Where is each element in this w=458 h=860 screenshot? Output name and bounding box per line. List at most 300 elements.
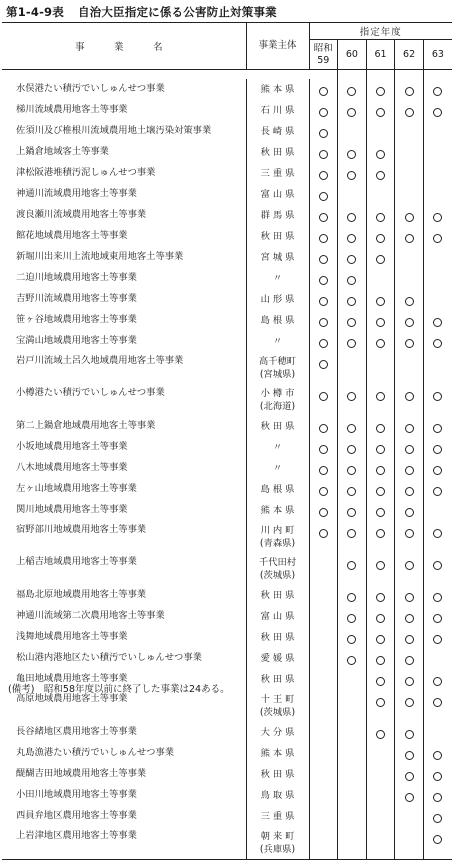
year-cell: [338, 785, 367, 806]
designated-circle-icon: [347, 150, 356, 159]
header-year-62: 62: [395, 40, 424, 70]
table-row: [2, 352, 452, 384]
table-row: [2, 289, 452, 310]
designated-circle-icon: [433, 213, 442, 222]
year-cell: [338, 743, 367, 764]
year-cell: [309, 553, 338, 585]
year-cell: [338, 121, 367, 142]
year-cell: [338, 142, 367, 163]
entity-prefecture: (青森県): [259, 538, 296, 549]
designated-circle-icon: [347, 445, 356, 454]
table-row: [2, 184, 452, 205]
project-entity: [246, 743, 309, 764]
year-cell: [366, 827, 395, 860]
project-entity: [246, 226, 309, 247]
designated-circle-icon: [433, 234, 442, 243]
year-cell: [395, 479, 424, 500]
project-name: 上鍋倉地域客土等事業: [2, 142, 246, 163]
year-cell: [395, 352, 424, 384]
designated-circle-icon: [405, 445, 414, 454]
entity-name: 千代田村: [258, 557, 297, 568]
entity-name: 三 重 県: [260, 168, 295, 179]
year-cell: [338, 500, 367, 521]
entity-name: 秋 田 県: [260, 769, 295, 780]
year-cell: [395, 416, 424, 437]
year-cell: [309, 79, 338, 100]
year-cell: [423, 331, 452, 352]
project-entity: [246, 142, 309, 163]
year-cell: [338, 521, 367, 553]
designated-circle-icon: [319, 129, 328, 138]
entity-name: 富 山 県: [260, 189, 295, 200]
year-cell: [395, 331, 424, 352]
year-cell: [309, 690, 338, 722]
designated-circle-icon: [319, 255, 328, 264]
table-row: [2, 121, 452, 142]
year-cell: [395, 184, 424, 205]
year-cell: [309, 764, 338, 785]
year-cell: [338, 669, 367, 690]
entity-name: 秋 田 県: [260, 632, 295, 643]
designated-circle-icon: [319, 150, 328, 159]
project-name: 長谷緒地区農用地客土等事業: [2, 722, 246, 743]
table-number: 第1-4-9表: [6, 5, 64, 19]
designated-circle-icon: [319, 445, 328, 454]
entity-name: 石 川 県: [260, 105, 295, 116]
table-row: [2, 100, 452, 121]
designated-circle-icon: [433, 87, 442, 96]
table-row: [2, 226, 452, 247]
year-cell: [395, 764, 424, 785]
designated-circle-icon: [376, 318, 385, 327]
table-row: [2, 79, 452, 100]
year-cell: [395, 163, 424, 184]
year-cell: [338, 722, 367, 743]
entity-name: 鳥 取 県: [260, 790, 295, 801]
designated-circle-icon: [405, 772, 414, 781]
designated-circle-icon: [405, 751, 414, 760]
designated-circle-icon: [319, 424, 328, 433]
entity-prefecture: (茨城県): [259, 570, 296, 581]
designated-circle-icon: [376, 87, 385, 96]
designated-circle-icon: [347, 392, 356, 401]
project-name: 新堀川出来川上流地域東用地客土等事業: [2, 247, 246, 268]
year-cell: [366, 268, 395, 289]
year-cell: [338, 310, 367, 331]
project-name: 小坂地域農用地客土等事業: [2, 437, 246, 458]
year-cell: [309, 585, 338, 606]
year-cell: [338, 384, 367, 416]
project-name: 神通川流域第二次農用地客土等事業: [2, 606, 246, 627]
entity-prefecture: (茨城県): [259, 707, 296, 718]
year-cell: [395, 310, 424, 331]
project-name: 福島北原地域農用地客土等事業: [2, 585, 246, 606]
designated-circle-icon: [405, 297, 414, 306]
designated-circle-icon: [376, 255, 385, 264]
project-name: 岩戸川流域土呂久地域農用地客土等事業: [2, 352, 246, 384]
project-entity: [246, 690, 309, 722]
year-cell: [395, 289, 424, 310]
designated-circle-icon: [347, 561, 356, 570]
designated-circle-icon: [319, 466, 328, 475]
year-cell: [366, 606, 395, 627]
designated-circle-icon: [319, 360, 328, 369]
designated-circle-icon: [433, 751, 442, 760]
table-row: [2, 500, 452, 521]
project-entity: [246, 627, 309, 648]
year-cell: [423, 79, 452, 100]
table-row: [2, 331, 452, 352]
designated-circle-icon: [405, 424, 414, 433]
year-cell: [366, 437, 395, 458]
project-table: [2, 22, 452, 860]
year-cell: [338, 627, 367, 648]
designated-circle-icon: [347, 276, 356, 285]
designated-circle-icon: [376, 508, 385, 517]
header-entity: 事業主体: [246, 23, 309, 70]
designated-circle-icon: [433, 614, 442, 623]
table-row: [2, 743, 452, 764]
year-cell: [366, 722, 395, 743]
designated-circle-icon: [405, 614, 414, 623]
entity-name: 〃: [272, 336, 283, 347]
designated-circle-icon: [319, 392, 328, 401]
year-cell: [395, 384, 424, 416]
year-cell: [338, 827, 367, 860]
designated-circle-icon: [376, 392, 385, 401]
year-cell: [366, 669, 395, 690]
designated-circle-icon: [405, 487, 414, 496]
designated-circle-icon: [433, 835, 442, 844]
project-name: 佐須川及び椎根川流域農用地土壌汚染対策事業: [2, 121, 246, 142]
table-row: [2, 806, 452, 827]
table-row: [2, 648, 452, 669]
project-entity: [246, 585, 309, 606]
entity-name: 〃: [272, 463, 283, 474]
project-name: 松山港内港地区たい積汚でいしゅんせつ事業: [2, 648, 246, 669]
year-cell: [366, 479, 395, 500]
entity-name: 高千穂町: [258, 356, 297, 367]
project-name: 二迫川地域農用地客土等事業: [2, 268, 246, 289]
project-name: 高原地域農用地客土等事業: [2, 690, 246, 722]
year-cell: [423, 121, 452, 142]
year-cell: [309, 806, 338, 827]
year-cell: [309, 247, 338, 268]
year-cell: [423, 458, 452, 479]
project-entity: [246, 289, 309, 310]
designated-circle-icon: [376, 698, 385, 707]
table-row: [2, 627, 452, 648]
year-cell: [395, 669, 424, 690]
designated-circle-icon: [376, 339, 385, 348]
designated-circle-icon: [405, 561, 414, 570]
table-row: [2, 416, 452, 437]
project-name: 上稲吉地域農用地客土等事業: [2, 553, 246, 585]
year-cell: [395, 121, 424, 142]
designated-circle-icon: [405, 234, 414, 243]
project-name: 亀田地域農用地客土等事業: [2, 669, 246, 690]
year-cell: [338, 806, 367, 827]
header-designation-year: 指定年度: [309, 23, 452, 40]
year-cell: [366, 500, 395, 521]
designated-circle-icon: [347, 466, 356, 475]
year-cell: [338, 247, 367, 268]
entity-name: 群 馬 県: [260, 210, 295, 221]
designated-circle-icon: [376, 108, 385, 117]
year-cell: [366, 553, 395, 585]
entity-name: 長 崎 県: [260, 126, 295, 137]
year-cell: [395, 205, 424, 226]
project-entity: [246, 268, 309, 289]
year-cell: [309, 100, 338, 121]
year-cell: [366, 289, 395, 310]
entity-name: 〃: [272, 273, 283, 284]
designated-circle-icon: [319, 318, 328, 327]
designated-circle-icon: [319, 276, 328, 285]
year-cell: [423, 142, 452, 163]
designated-circle-icon: [319, 234, 328, 243]
entity-name: 熊 本 県: [260, 84, 295, 95]
table-row: [2, 310, 452, 331]
designated-circle-icon: [319, 108, 328, 117]
project-entity: [246, 521, 309, 553]
year-cell: [423, 289, 452, 310]
designated-circle-icon: [433, 487, 442, 496]
year-cell: [423, 184, 452, 205]
year-cell: [338, 226, 367, 247]
designated-circle-icon: [433, 772, 442, 781]
designated-circle-icon: [376, 213, 385, 222]
year-cell: [309, 479, 338, 500]
project-entity: [246, 416, 309, 437]
designated-circle-icon: [347, 508, 356, 517]
year-cell: [366, 384, 395, 416]
designated-circle-icon: [319, 487, 328, 496]
header-project-name: 事 業 名: [2, 23, 246, 70]
designated-circle-icon: [319, 87, 328, 96]
year-cell: [338, 268, 367, 289]
designated-circle-icon: [376, 529, 385, 538]
designated-circle-icon: [405, 318, 414, 327]
year-cell: [395, 500, 424, 521]
project-entity: [246, 79, 309, 100]
project-name: 上岩津地区農用地客土等事業: [2, 827, 246, 860]
year-cell: [423, 100, 452, 121]
designated-circle-icon: [433, 466, 442, 475]
year-cell: [366, 458, 395, 479]
year-cell: [309, 785, 338, 806]
project-entity: [246, 606, 309, 627]
year-cell: [423, 827, 452, 860]
designated-circle-icon: [433, 318, 442, 327]
year-cell: [309, 500, 338, 521]
header-year-63: 63: [423, 40, 452, 70]
year-cell: [366, 79, 395, 100]
year-cell: [366, 331, 395, 352]
year-cell: [366, 310, 395, 331]
project-name: 渡良瀬川流域農用地客土等事業: [2, 205, 246, 226]
year-cell: [309, 743, 338, 764]
table-caption: 自治大臣指定に係る公害防止対策事業: [77, 5, 277, 19]
year-cell: [338, 100, 367, 121]
table-row: [2, 722, 452, 743]
year-cell: [395, 437, 424, 458]
table-row: [2, 827, 452, 860]
designated-circle-icon: [405, 635, 414, 644]
project-entity: [246, 310, 309, 331]
year-cell: [338, 764, 367, 785]
designated-circle-icon: [347, 487, 356, 496]
year-cell: [366, 205, 395, 226]
project-entity: [246, 437, 309, 458]
designated-circle-icon: [347, 255, 356, 264]
entity-name: 島 根 県: [260, 315, 295, 326]
designated-circle-icon: [433, 424, 442, 433]
year-cell: [423, 806, 452, 827]
entity-name: 秋 田 県: [260, 231, 295, 242]
designated-circle-icon: [405, 529, 414, 538]
designated-circle-icon: [433, 561, 442, 570]
project-entity: [246, 722, 309, 743]
year-cell: [395, 722, 424, 743]
entity-name: 秋 田 県: [260, 147, 295, 158]
designated-circle-icon: [347, 87, 356, 96]
entity-name: 小 樽 市: [260, 388, 295, 399]
year-cell: [395, 585, 424, 606]
designated-circle-icon: [405, 677, 414, 686]
designated-circle-icon: [405, 466, 414, 475]
designated-circle-icon: [433, 529, 442, 538]
year-cell: [395, 226, 424, 247]
year-cell: [366, 690, 395, 722]
designated-circle-icon: [347, 318, 356, 327]
project-entity: [246, 184, 309, 205]
project-name: 浅舞地域農用地客土等事業: [2, 627, 246, 648]
year-cell: [423, 247, 452, 268]
year-cell: [309, 669, 338, 690]
project-name: 宿野部川地域農用地客土等事業: [2, 521, 246, 553]
year-cell: [395, 806, 424, 827]
entity-name: 島 根 県: [260, 484, 295, 495]
year-cell: [395, 553, 424, 585]
year-cell: [338, 331, 367, 352]
designated-circle-icon: [433, 698, 442, 707]
designated-circle-icon: [405, 656, 414, 665]
project-name: 吉野川流域農用地客土等事業: [2, 289, 246, 310]
year-cell: [423, 553, 452, 585]
table-row: [2, 585, 452, 606]
designated-circle-icon: [347, 234, 356, 243]
designated-circle-icon: [347, 213, 356, 222]
designated-circle-icon: [433, 793, 442, 802]
project-entity: [246, 384, 309, 416]
year-cell: [395, 648, 424, 669]
year-cell: [366, 743, 395, 764]
entity-name: 山 形 県: [260, 294, 295, 305]
designated-circle-icon: [405, 508, 414, 517]
designated-circle-icon: [405, 593, 414, 602]
year-cell: [366, 226, 395, 247]
project-name: 丸島漁港たい積汚でいしゅんせつ事業: [2, 743, 246, 764]
year-cell: [395, 827, 424, 860]
year-cell: [423, 268, 452, 289]
project-entity: [246, 500, 309, 521]
year-cell: [338, 416, 367, 437]
year-cell: [366, 585, 395, 606]
table-row: [2, 247, 452, 268]
table-row: [2, 479, 452, 500]
year-cell: [366, 163, 395, 184]
designated-circle-icon: [376, 635, 385, 644]
project-entity: [246, 806, 309, 827]
year-cell: [338, 690, 367, 722]
entity-name: 大 分 県: [260, 727, 295, 738]
year-cell: [338, 184, 367, 205]
year-cell: [309, 289, 338, 310]
entity-name: 熊 本 県: [260, 748, 295, 759]
header-year-60: 60: [338, 40, 367, 70]
year-cell: [309, 226, 338, 247]
year-cell: [423, 743, 452, 764]
designated-circle-icon: [319, 171, 328, 180]
entity-name: 秋 田 県: [260, 674, 295, 685]
year-cell: [423, 163, 452, 184]
year-cell: [423, 479, 452, 500]
designated-circle-icon: [376, 593, 385, 602]
year-cell: [395, 690, 424, 722]
year-cell: [423, 521, 452, 553]
year-cell: [423, 648, 452, 669]
project-name: 梯川流域農用地客土等事業: [2, 100, 246, 121]
year-cell: [366, 764, 395, 785]
year-cell: [395, 268, 424, 289]
designated-circle-icon: [347, 656, 356, 665]
entity-prefecture: (宮城県): [259, 369, 296, 380]
designated-circle-icon: [433, 593, 442, 602]
project-entity: [246, 352, 309, 384]
project-name: 醍醐吉田地域農用地客土等事業: [2, 764, 246, 785]
entity-name: 秋 田 県: [260, 590, 295, 601]
designated-circle-icon: [433, 635, 442, 644]
year-cell: [309, 722, 338, 743]
table-row: [2, 205, 452, 226]
year-cell: [366, 521, 395, 553]
year-cell: [395, 79, 424, 100]
designated-circle-icon: [347, 529, 356, 538]
footnote: (備考) 昭和58年度以前に終了した事業は24ある。: [8, 684, 230, 695]
designated-circle-icon: [319, 529, 328, 538]
project-name: 西員弁地区農用地客土等事業: [2, 806, 246, 827]
entity-prefecture: (北海道): [259, 401, 296, 412]
year-cell: [309, 437, 338, 458]
year-cell: [423, 764, 452, 785]
designated-circle-icon: [376, 677, 385, 686]
year-cell: [309, 458, 338, 479]
project-entity: [246, 331, 309, 352]
project-name: 宝満山地域農用地客土等事業: [2, 331, 246, 352]
year-cell: [366, 184, 395, 205]
designated-circle-icon: [319, 508, 328, 517]
entity-name: 朝 来 町: [260, 831, 295, 842]
project-name: 小樽港たい積汚でいしゅんせつ事業: [2, 384, 246, 416]
year-cell: [309, 384, 338, 416]
year-cell: [366, 627, 395, 648]
year-cell: [395, 247, 424, 268]
project-name: 小田川地域農用地客土等事業: [2, 785, 246, 806]
designated-circle-icon: [319, 192, 328, 201]
designated-circle-icon: [433, 339, 442, 348]
designated-circle-icon: [347, 424, 356, 433]
